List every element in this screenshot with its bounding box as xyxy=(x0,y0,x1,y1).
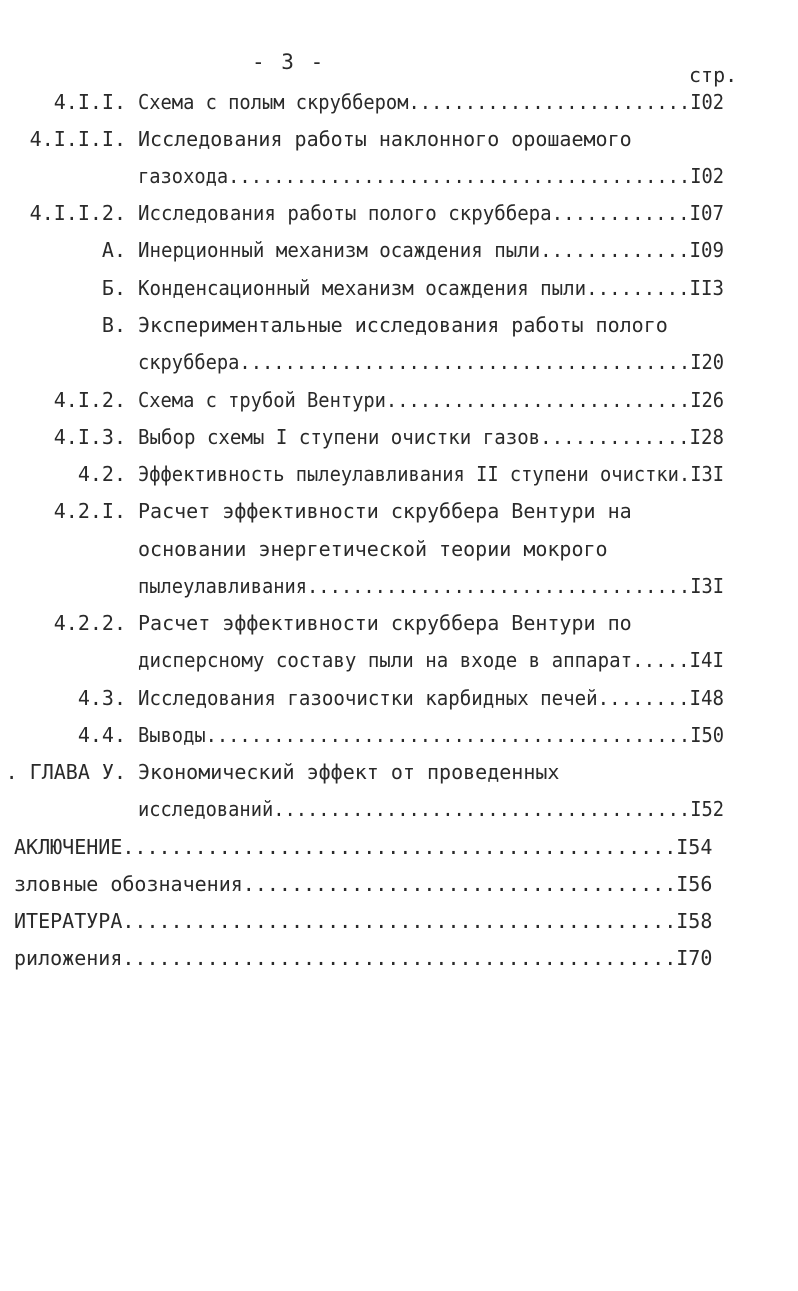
toc-entry-text: скруббера........................................I20 xyxy=(138,350,725,374)
toc-entry-number: Б. xyxy=(101,276,126,300)
toc-entry-number: 4.2. xyxy=(77,462,126,486)
toc-entry-number: 4.3. xyxy=(77,686,126,710)
toc-entry-number: 4.I.2. xyxy=(53,388,126,412)
toc-entry-text: ИТЕРАТУРА..............................................I58 xyxy=(14,909,713,933)
toc-entry-text: Расчет эффективности скруббера Вентури по xyxy=(138,611,632,635)
toc-entry-text: Исследования работы полого скруббера............I07 xyxy=(138,201,725,225)
toc-entry-number: 4.I.I.2. xyxy=(29,201,126,225)
toc-entry-text: Экономический эффект от проведенных xyxy=(138,760,560,784)
toc-entry-number: 4.I.I. xyxy=(53,90,126,114)
toc-entry-number: 4.I.I.I. xyxy=(29,127,126,151)
toc-entry-number: 4.4. xyxy=(77,723,126,747)
toc-entry-number: 4.I.3. xyxy=(53,425,126,449)
toc-entry-text: АКЛЮЧЕНИЕ..............................................I54 xyxy=(14,835,713,859)
toc-entry-number: А. xyxy=(101,238,126,262)
toc-entry-number: . ГЛАВА У. xyxy=(5,760,126,784)
toc-entry-text: газохода.........................................I02 xyxy=(138,164,725,188)
toc-entry-text: Экспериментальные исследования работы полого xyxy=(138,313,668,337)
toc-entry-text: дисперсному составу пыли на входе в аппарат.....I4I xyxy=(138,648,725,672)
toc-entry-text: Выбор схемы I ступени очистки газов.............I28 xyxy=(138,425,725,449)
toc-entry-text: основании энергетической теории мокрого xyxy=(138,537,608,561)
toc-entry-text: Расчет эффективности скруббера Вентури на xyxy=(138,499,632,523)
toc-entry-text: Выводы...........................................I50 xyxy=(138,723,725,747)
toc-entry-number: 4.2.I. xyxy=(53,499,126,523)
page-column-label: стр. xyxy=(689,63,738,87)
toc-entry-text: риложения..............................................I70 xyxy=(14,946,713,970)
toc-entry-text: Эффективность пылеулавливания II ступени очистки.I3I xyxy=(138,462,725,486)
toc-entry-text: Исследования работы наклонного орошаемого xyxy=(138,127,632,151)
toc-entry-text: Исследования газоочистки карбидных печей........I48 xyxy=(138,686,725,710)
toc-entry-text: пылеулавливания..................................I3I xyxy=(138,574,725,598)
toc-entry-number: В. xyxy=(101,313,126,337)
toc-entry-text: Схема с полым скруббером.........................I02 xyxy=(138,90,725,114)
page-number: - 3 - xyxy=(252,50,326,74)
toc-entry-text: исследований.....................................I52 xyxy=(138,797,725,821)
toc-entry-text: Конденсационный механизм осаждения пыли.........II3 xyxy=(138,276,725,300)
toc-entry-number: 4.2.2. xyxy=(53,611,126,635)
toc-entry-text: Схема с трубой Вентури...........................I26 xyxy=(138,388,725,412)
toc-entry-text: зловные обозначения....................................I56 xyxy=(14,872,713,896)
toc-entry-text: Инерционный механизм осаждения пыли.............I09 xyxy=(138,238,725,262)
